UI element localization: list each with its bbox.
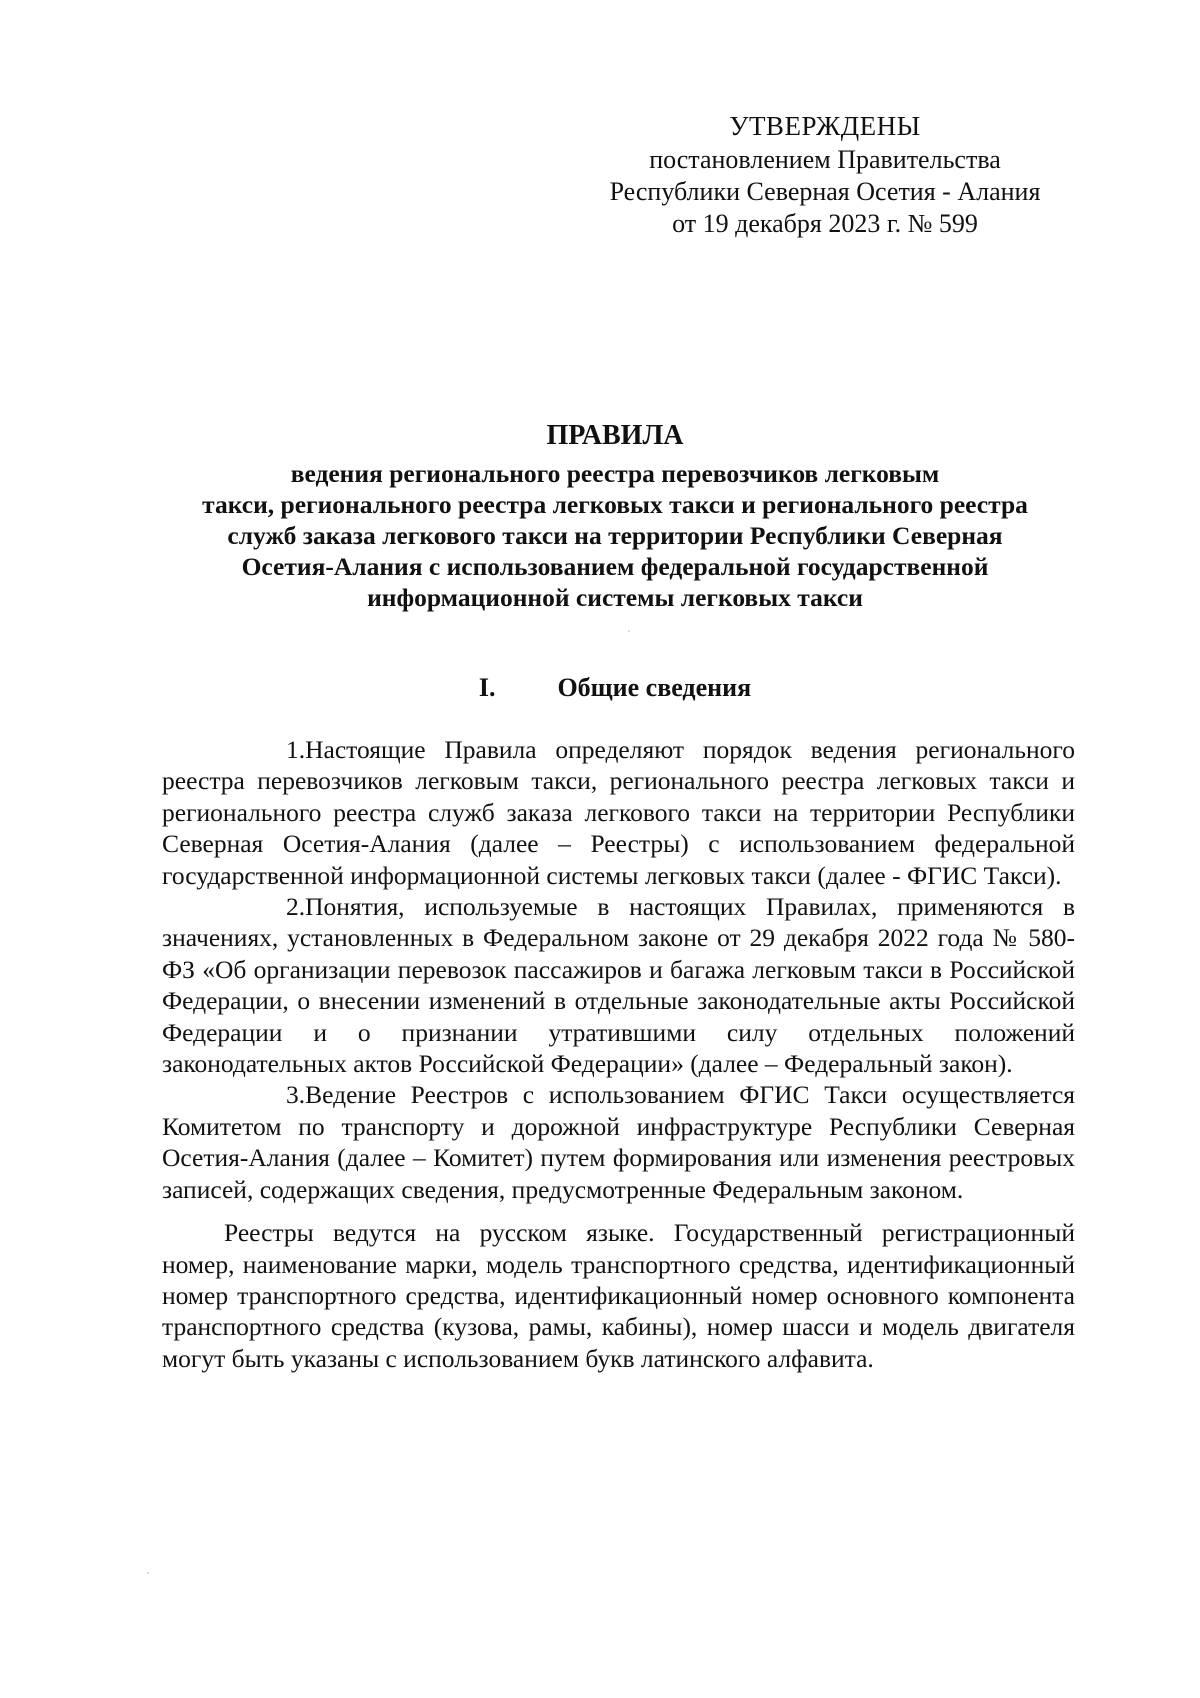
- scan-speck: [628, 630, 630, 632]
- document-heading: ПРАВИЛА: [546, 420, 684, 451]
- document-subtitle-line: Осетия-Алания с использованием федеральной государственной: [241, 552, 989, 581]
- paragraph-text: Понятия, используемые в настоящих Правилах, применяются в значениях, установленных в Федеральном законе от 29 декабря 2022 года № 580-ФЗ «Об организации перевозок пассажиров и багажа легковым такси в Российской Федерации, о внесении изменений в отдельные законодательные акты Российской Федерации и о признании утратившими силу отдельных положений законодательных актов Российской Федерации» (далее – Федеральный закон).: [162, 892, 1075, 1079]
- section-title: Общие сведения: [557, 673, 752, 702]
- paragraph-text: Настоящие Правила определяют порядок ведения регионального реестра перевозчиков легковым такси, регионального реестра легковых такси и регионального реестра служб заказа легкового такси на территории Республики Северная Осетия-Алания (далее – Реестры) с использованием федеральной государственной информационной системы легковых такси (далее - ФГИС Такси).: [162, 735, 1075, 890]
- paragraph: [162, 734, 1075, 891]
- section-heading: [160, 672, 1070, 704]
- paragraph: [162, 891, 1075, 1079]
- document-subtitle-line: служб заказа легкового такси на территории Республики Северная: [227, 521, 1003, 550]
- paragraph-number: 3.: [286, 1080, 306, 1110]
- document-subtitle-line: информационной системы легковых такси: [367, 583, 863, 612]
- paragraph: [162, 1079, 1075, 1205]
- approval-title: УТВЕРЖДЕНЫ: [729, 111, 921, 141]
- approval-line: от 19 декабря 2023 г. № 599: [672, 209, 978, 238]
- paragraph: [162, 1217, 1075, 1374]
- paragraph-number: 2.: [286, 892, 306, 922]
- approval-line: Республики Северная Осетия - Алания: [609, 177, 1041, 206]
- section-number: I.: [478, 673, 496, 702]
- document-subtitle-line: такси, регионального реестра легковых такси и регионального реестра: [202, 490, 1028, 519]
- document-subtitle-line: ведения регионального реестра перевозчиков легковым: [290, 459, 940, 488]
- document-title-block: [150, 418, 1080, 613]
- approval-stamp: [590, 110, 1060, 240]
- approval-line: постановлением Правительства: [649, 145, 1001, 174]
- scan-speck: [147, 1572, 149, 1574]
- paragraph-text: Ведение Реестров с использованием ФГИС Такси осуществляется Комитетом по транспорту и дорожной инфраструктуре Республики Северная Осетия-Алания (далее – Комитет) путем формирования или изменения реестровых записей, содержащих сведения, предусмотренные Федеральным законом.: [162, 1080, 1075, 1204]
- paragraph-number: 1.: [286, 735, 306, 764]
- document-body: [162, 734, 1075, 1374]
- paragraph-text: Реестры ведутся на русском языке. Государственный регистрационный номер, наименование марки, модель транспортного средства, идентификационный номер транспортного средства, идентификационный номер основного компонента транспортного средства (кузова, рамы, кабины), номер шасси и модель двигателя могут быть указаны с использованием букв латинского алфавита.: [162, 1218, 1075, 1373]
